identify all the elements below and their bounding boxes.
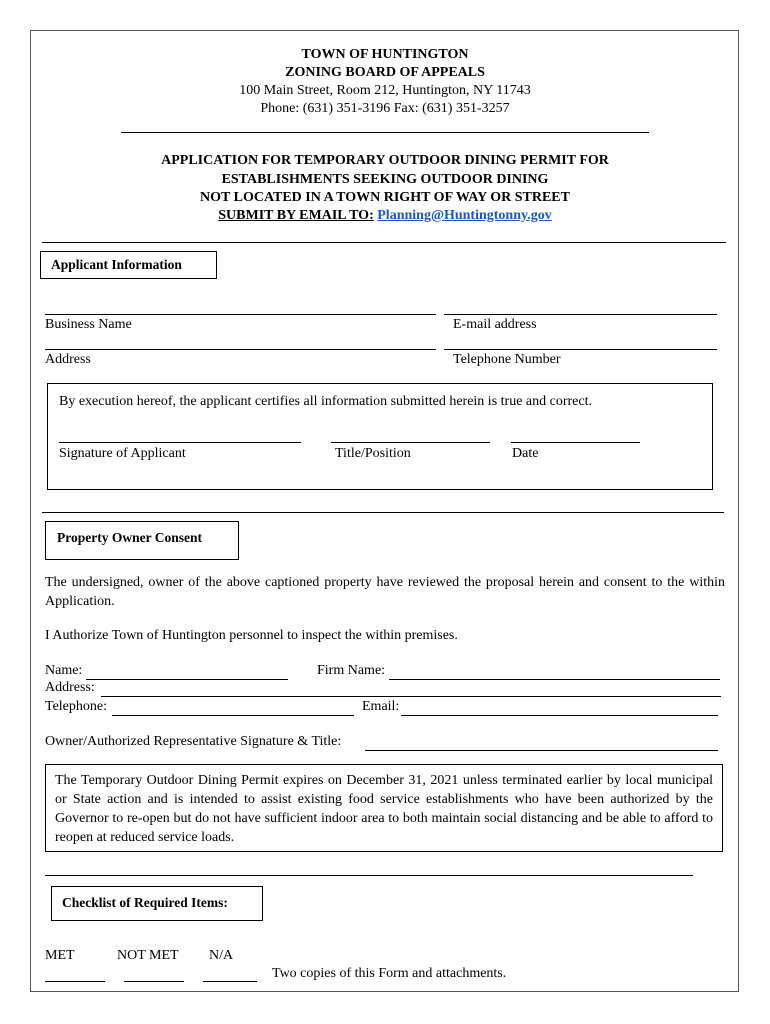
owner-signature-label: Owner/Authorized Representative Signature & Title: [45, 734, 342, 749]
applicant-divider [42, 512, 724, 513]
date-label: Date [512, 446, 539, 461]
applicant-section-box [40, 251, 217, 279]
owner-email-field[interactable] [401, 715, 718, 716]
checklist-item1-text: Two copies of this Form and attachments. [272, 966, 507, 981]
owner-address-field[interactable] [101, 696, 721, 697]
submit-email-link[interactable]: Planning@Huntingtonny.gov [377, 208, 552, 223]
board-address: 100 Main Street, Room 212, Huntington, NY 11743 [239, 83, 531, 98]
notice-text: The Temporary Outdoor Dining Permit expires on December 31, 2021 unless terminated earlier by local municipal or State action and is intended to assist existing food service establishments who have been authorized by the Governor to re-open but do not have sufficient indoor area to both maintain social distancing and be able to afford to reopen at reduced service loads. [55, 773, 713, 845]
owner-address-label: Address: [45, 680, 95, 695]
checklist-section-label: Checklist of Required Items: [62, 895, 228, 910]
form-title-line1: APPLICATION FOR TEMPORARY OUTDOOR DINING PERMIT FOR [161, 153, 609, 168]
telephone-field[interactable] [444, 349, 717, 350]
checklist-col-na: N/A [209, 948, 234, 963]
owner-section-label: Property Owner Consent [57, 530, 202, 545]
submit-label: SUBMIT BY EMAIL TO: [218, 208, 374, 223]
applicant-section-label: Applicant Information [51, 257, 182, 272]
applicant-signature-label: Signature of Applicant [59, 446, 186, 461]
business-name-label: Business Name [45, 317, 132, 332]
header-divider [121, 132, 649, 133]
checklist-section-box [51, 886, 263, 921]
owner-signature-field[interactable] [365, 750, 718, 751]
owner-email-label: Email: [362, 699, 400, 714]
title-position-field[interactable] [331, 442, 490, 443]
title-position-label: Title/Position [335, 446, 411, 461]
certification-text: By execution hereof, the applicant certifies all information submitted herein is true and correct. [59, 394, 592, 409]
checklist-item1-not-met[interactable] [124, 981, 184, 982]
town-name: TOWN OF HUNTINGTON [301, 47, 469, 62]
email-address-label: E-mail address [453, 317, 537, 332]
checklist-col-not-met: NOT MET [117, 948, 179, 963]
owner-section-box [45, 521, 239, 560]
checklist-item1-na[interactable] [203, 981, 257, 982]
submit-line [0, 208, 770, 224]
owner-telephone-field[interactable] [112, 715, 354, 716]
form-title-line2: ESTABLISHMENTS SEEKING OUTDOOR DINING [221, 172, 549, 187]
title-divider [42, 242, 726, 243]
checklist-item1-met[interactable] [45, 981, 105, 982]
owner-firm-field[interactable] [389, 679, 720, 680]
owner-telephone-label: Telephone: [45, 699, 107, 714]
form-title-line3: NOT LOCATED IN A TOWN RIGHT OF WAY OR STREET [200, 190, 570, 205]
owner-firm-label: Firm Name: [317, 663, 386, 678]
date-field[interactable] [511, 442, 640, 443]
owner-consent-text: The undersigned, owner of the above captioned property have reviewed the proposal herein and consent to the within Application. [45, 575, 725, 609]
board-phone: Phone: (631) 351-3196 Fax: (631) 351-3257 [260, 101, 510, 116]
owner-authorize-text: I Authorize Town of Huntington personnel to inspect the within premises. [45, 628, 458, 643]
address-label: Address [45, 352, 91, 367]
board-name: ZONING BOARD OF APPEALS [285, 65, 485, 80]
notice-divider [45, 875, 693, 876]
applicant-signature-field[interactable] [59, 442, 301, 443]
address-field[interactable] [45, 349, 436, 350]
owner-name-field[interactable] [86, 679, 288, 680]
checklist-col-met: MET [45, 948, 75, 963]
business-name-field[interactable] [45, 314, 436, 315]
telephone-label: Telephone Number [453, 352, 561, 367]
owner-name-label: Name: [45, 663, 83, 678]
email-address-field[interactable] [444, 314, 717, 315]
